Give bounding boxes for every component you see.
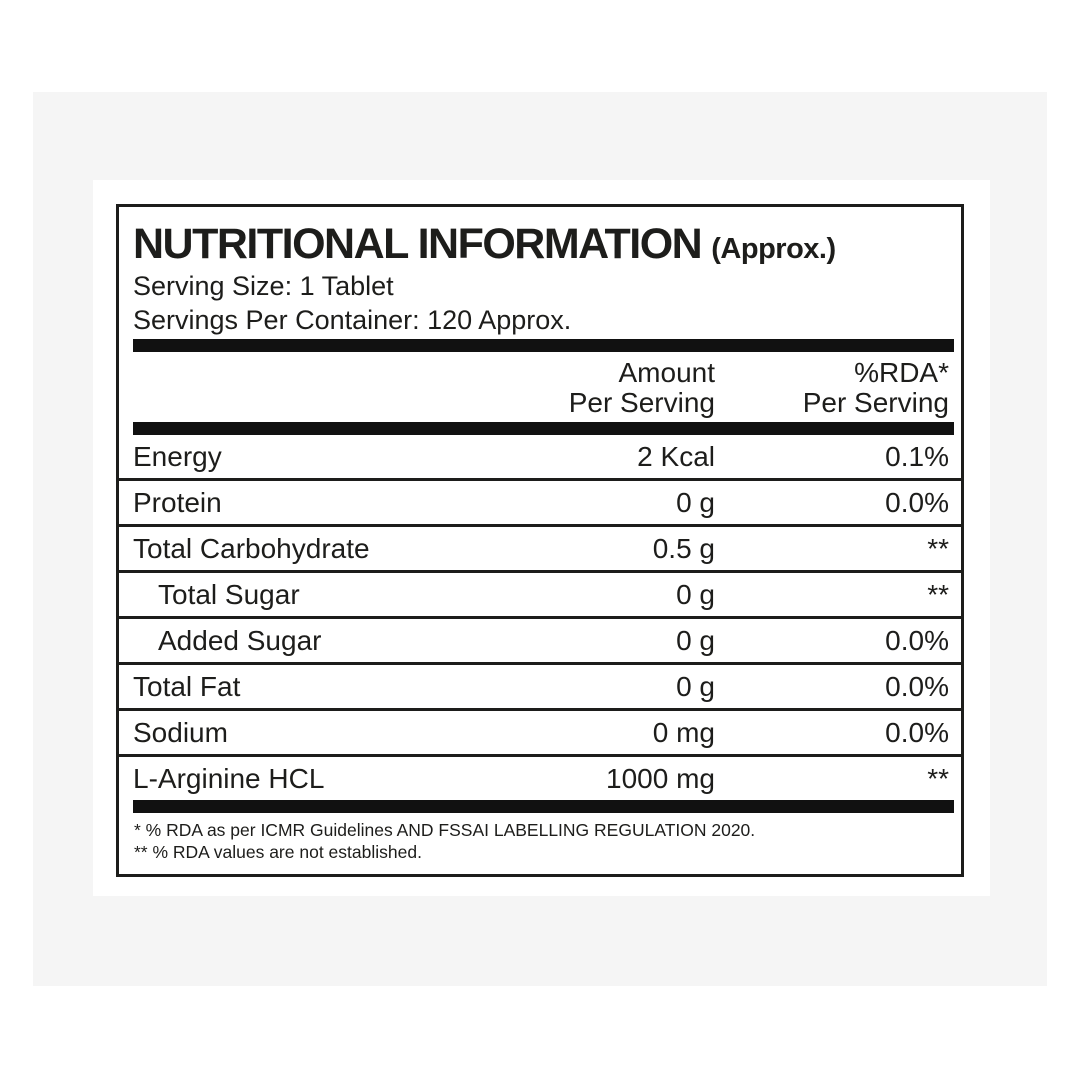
row-label: Energy bbox=[133, 440, 222, 472]
row-rda: 0.0% bbox=[885, 624, 949, 656]
row-amount: 0.5 g bbox=[652, 532, 715, 564]
nutrient-rows bbox=[119, 435, 961, 800]
row-amount: 1000 mg bbox=[606, 762, 715, 794]
nutrition-facts-box bbox=[116, 204, 964, 877]
table-row-energy bbox=[119, 435, 961, 478]
row-rda: ** bbox=[927, 532, 949, 564]
row-label: Total Carbohydrate bbox=[133, 532, 370, 564]
column-header-rda-line1: %RDA* bbox=[854, 357, 949, 388]
row-amount: 2 Kcal bbox=[637, 440, 715, 472]
row-label: Total Sugar bbox=[158, 578, 300, 610]
servings-per-container-line: Servings Per Container: 120 Approx. bbox=[133, 305, 572, 335]
row-amount: 0 g bbox=[676, 578, 715, 610]
row-amount: 0 g bbox=[676, 624, 715, 656]
column-header-amount-line2: Per Serving bbox=[568, 387, 715, 418]
row-label: Added Sugar bbox=[158, 624, 322, 656]
panel-title-row bbox=[133, 221, 945, 267]
row-rda: ** bbox=[927, 762, 949, 794]
row-rda: 0.0% bbox=[885, 716, 949, 748]
row-rda: 0.1% bbox=[885, 440, 949, 472]
row-amount: 0 g bbox=[676, 486, 715, 518]
row-amount: 0 mg bbox=[652, 716, 715, 748]
footnote-rda-not-established: ** % RDA values are not established. bbox=[134, 842, 422, 862]
row-rda: 0.0% bbox=[885, 486, 949, 518]
column-header-rda-line2: Per Serving bbox=[802, 387, 949, 418]
serving-size-line: Serving Size: 1 Tablet bbox=[133, 271, 394, 301]
column-header-row bbox=[119, 352, 961, 422]
table-row-total-sugar bbox=[119, 570, 961, 616]
row-rda: 0.0% bbox=[885, 670, 949, 702]
column-header-amount bbox=[495, 358, 715, 418]
footnote-rda-source: * % RDA as per ICMR Guidelines AND FSSAI LABELLING REGULATION 2020. bbox=[134, 820, 756, 840]
table-row-total-carbohydrate bbox=[119, 524, 961, 570]
table-row-sodium bbox=[119, 708, 961, 754]
column-header-rda bbox=[715, 358, 949, 418]
table-row-protein bbox=[119, 478, 961, 524]
row-label: Protein bbox=[133, 486, 222, 518]
panel-title: NUTRITIONAL INFORMATION bbox=[133, 220, 702, 268]
table-row-total-fat bbox=[119, 662, 961, 708]
separator-bar-header bbox=[133, 422, 954, 435]
row-label: Total Fat bbox=[133, 670, 241, 702]
separator-bar-bottom bbox=[133, 800, 954, 813]
footnotes-block bbox=[134, 819, 945, 863]
row-label: L-Arginine HCL bbox=[133, 762, 325, 794]
panel-title-approx: (Approx.) bbox=[711, 233, 836, 265]
column-header-amount-line1: Amount bbox=[618, 357, 715, 388]
table-row-l-arginine-hcl bbox=[119, 754, 961, 800]
row-rda: ** bbox=[927, 578, 949, 610]
row-label: Sodium bbox=[133, 716, 228, 748]
row-amount: 0 g bbox=[676, 670, 715, 702]
separator-bar-top bbox=[133, 339, 954, 352]
table-row-added-sugar bbox=[119, 616, 961, 662]
header-spacer bbox=[133, 358, 495, 418]
